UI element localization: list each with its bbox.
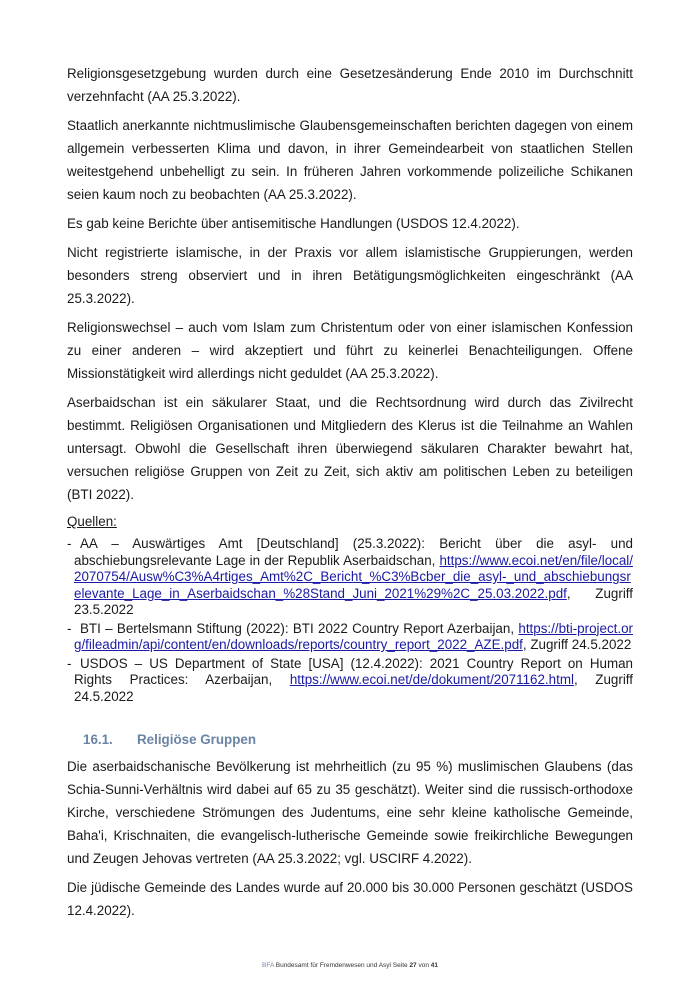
source-text: AA – Auswärtiges Amt [Deutschland] (25.3.2022): Bericht über die asyl- und abschiebungsrelevante Lage in der Republik Aserbaidschan, [74,536,633,568]
footer-org: Bundesamt für Fremdenwesen und Asyl Seite [273,962,410,969]
source-access: , Zugriff 24.5.2022 [74,672,633,704]
paragraph: Nicht registrierte islamische, in der Praxis vor allem islamistische Gruppierungen, werden besonders streng observiert und in ihren Betätigungsmöglichkeiten eingeschränkt (AA 25.3.2022). [67,245,633,306]
sources-label: Quellen: [67,514,117,529]
source-link[interactable]: https://bti-project.org/fileadmin/api/content/en/downloads/reports/country_report_2022_AZE.pdf [74,620,633,652]
source-text: USDOS – US Department of State [USA] (12.4.2022): 2021 Country Report on Human Rights Practices: Azerbaijan, [74,655,633,687]
source-link[interactable]: https://www.ecoi.net/de/dokument/2071162.html [289,672,574,687]
page-footer [0,941,700,970]
section-heading [83,731,633,749]
paragraph: Die jüdische Gemeinde des Landes wurde auf 20.000 bis 30.000 Personen geschätzt (USDOS 12.4.2022). [67,880,633,918]
document-body [67,62,633,928]
source-text: BTI – Bertelsmann Stiftung (2022): BTI 2022 Country Report Azerbaijan, [80,620,519,636]
paragraph: Religionsgesetzgebung wurden durch eine Gesetzesänderung Ende 2010 im Durchschnitt verzehnfacht (AA 25.3.2022). [67,66,633,104]
list-dash: - [67,655,72,671]
paragraph: Die aserbaidschanische Bevölkerung ist mehrheitlich (zu 95 %) muslimischen Glaubens (das Schia-Sunni-Verhältnis wird dabei auf 65 zu 35 geschätzt). Weiter sind die russisch-orthodoxe Kirche, verschiedene Strömungen des Judentums, eine sehr kleine katholische Gemeinde, Baha'i, Krischnaiten, die evangelisch-lutherische Gemeinde sowie freikirchliche Bewegungen und Zeugen Jehovas vertreten (AA 25.3.2022; vgl. USCIRF 4.2022). [67,759,633,866]
source-access: , Zugriff 23.5.2022 [74,585,633,617]
source-item [67,621,633,654]
paragraph: Staatlich anerkannte nichtmuslimische Glaubensgemeinschaften berichten dagegen von einem allgemein verbesserten Klima und davon, in ihrer Gemeindearbeit von staatlichen Stellen weitestgehend unbehelligt zu sein. In früheren Jahren vorkommende polizeiliche Schikanen seien kaum noch zu beobachten (AA 25.3.2022). [67,118,633,202]
paragraph: Aserbaidschan ist ein säkularer Staat, und die Rechtsordnung wird durch das Zivilrecht bestimmt. Religiösen Organisationen und Mitgliedern des Klerus ist die Teilnahme an Wahlen untersagt. Obwohl die Gesellschaft ihren überwiegend säkularen Charakter bewahrt hat, versuchen religiöse Gruppen von Zeit zu Zeit, sich aktiv am politischen Leben zu beteiligen (BTI 2022). [67,395,633,502]
source-link[interactable]: https://www.ecoi.net/en/file/local/2070754/Ausw%C3%A4rtiges_Amt%2C_Bericht_%C3%Bcber_die_asyl-_und_abschiebungsrelevante_Lage_in_Aserbaidschan_%28Stand_Juni_2021%29%2C_25.03.2022.pdf [74,552,633,601]
source-item [67,656,633,706]
section-number: 16.1. [83,732,113,747]
footer-brand: BFA [262,962,274,969]
sources-list [67,536,633,705]
footer-total: 41 [430,962,438,969]
source-item [67,536,633,619]
footer-page: 27 [409,962,417,969]
footer-of: von [416,962,431,969]
source-access: , Zugriff 24.5.2022 [522,637,632,652]
list-dash: - [67,536,72,551]
section-title: Religiöse Gruppen [137,732,257,747]
paragraph: Es gab keine Berichte über antisemitische Handlungen (USDOS 12.4.2022). [67,216,520,231]
paragraph: Religionswechsel – auch vom Islam zum Christentum oder von einer islamischen Konfession zu einer anderen – wird akzeptiert und führt zu keinerlei Benachteiligungen. Offene Missionstätigkeit wird allerdings nicht geduldet (AA 25.3.2022). [67,320,633,381]
list-dash: - [67,620,72,636]
